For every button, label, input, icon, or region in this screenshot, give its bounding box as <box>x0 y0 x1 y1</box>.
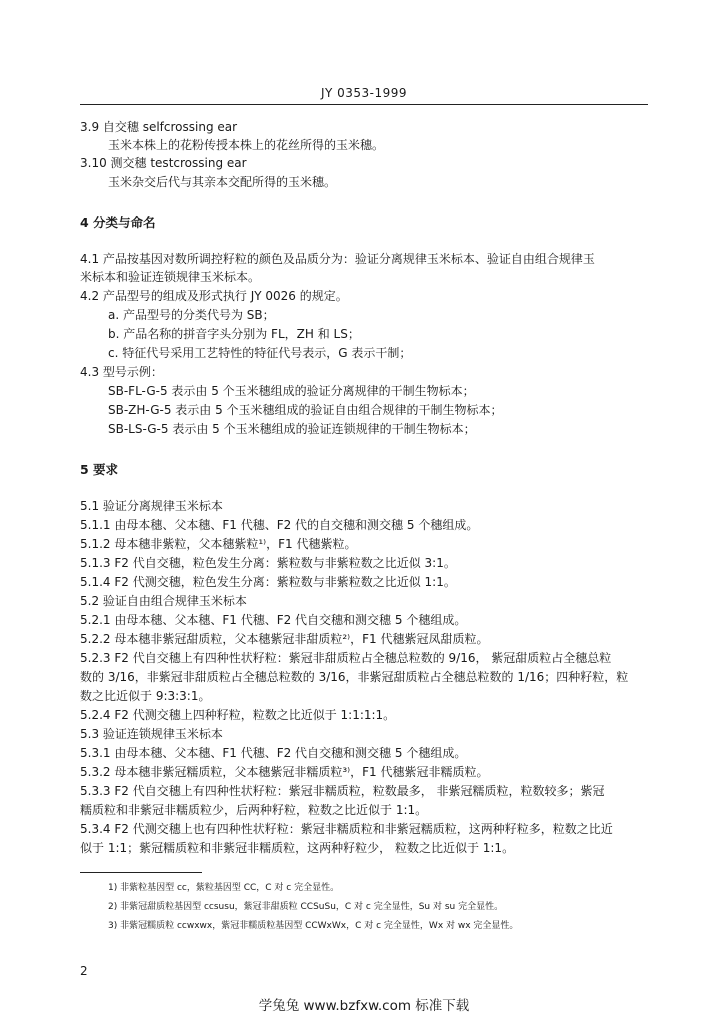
watermark-text: 学兔兔 www.bzfxw.com 标准下载 <box>258 998 470 1014</box>
clause-4-2-b: b. 产品名称的拼音字头分别为 FL，ZH 和 LS； <box>108 327 360 341</box>
clause-5-2-3-line2: 数的 3/16，非紫冠非甜质粒占全穗总粒数的 3/16，非紫冠甜质粒占全穗总粒数的 1/16；四种籽粒，粒 <box>80 670 629 684</box>
clause-3-9-title: 3.9 自交穗 selfcrossing ear <box>80 120 238 134</box>
clause-5-3-4-line1: 5.3.4 F2 代测交穗上也有四种性状籽粒：紫冠非糯质粒和非紫冠糯质粒，这两种籽粒多，粒数之比近 <box>80 822 613 836</box>
clause-5-1-4: 5.1.4 F2 代测交穗，粒色发生分离：紫粒数与非紫粒数之比近似 1:1。 <box>80 575 456 589</box>
model-example-ls: SB-LS-G-5 表示由 5 个玉米穗组成的验证连锁规律的干制生物标本； <box>108 422 476 436</box>
footnote-rule <box>80 872 202 873</box>
clause-5-1: 5.1 验证分离规律玉米标本 <box>80 499 223 513</box>
clause-5-3: 5.3 验证连锁规律玉米标本 <box>80 727 223 741</box>
clause-5-2-1: 5.2.1 由母本穗、父本穗、F1 代穗、F2 代自交穗和测交穗 5 个穗组成。 <box>80 613 467 627</box>
clause-3-10-definition: 玉米杂交后代与其亲本交配所得的玉米穗。 <box>108 175 337 189</box>
header-rule <box>80 104 648 105</box>
clause-5-3-1: 5.3.1 由母本穗、父本穗、F1 代穗、F2 代自交穗和测交穗 5 个穗组成。 <box>80 746 467 760</box>
model-example-fl: SB-FL-G-5 表示由 5 个玉米穗组成的验证分离规律的干制生物标本； <box>108 384 475 398</box>
clause-5-2-3-line3: 数之比近似于 9:3:3:1。 <box>80 689 211 703</box>
footnote-1: 1) 非紫粒基因型 cc，紫粒基因型 CC，C 对 c 完全显性。 <box>108 883 340 893</box>
clause-3-10-title: 3.10 测交穗 testcrossing ear <box>80 156 247 170</box>
footnote-3: 3) 非紫冠糯质粒 ccwxwx，紫冠非糯质粒基因型 CCWxWx，C 对 c 完全显性，Wx 对 wx 完全显性。 <box>108 921 519 931</box>
standard-code-header: JY 0353-1999 <box>320 86 408 100</box>
section-5-heading: 5 要求 <box>80 462 119 477</box>
clause-3-9-definition: 玉米本株上的花粉传授本株上的花丝所得的玉米穗。 <box>108 138 385 152</box>
clause-4-1-line1: 4.1 产品按基因对数所调控籽粒的颜色及品质分为：验证分离规律玉米标本、验证自由组合规律玉 <box>80 252 595 266</box>
section-4-heading: 4 分类与命名 <box>80 215 156 230</box>
clause-5-1-1: 5.1.1 由母本穗、父本穗、F1 代穗、F2 代的自交穗和测交穗 5 个穗组成。 <box>80 518 479 532</box>
clause-5-1-2: 5.1.2 母本穗非紫粒，父本穗紫粒¹⁾，F1 代穗紫粒。 <box>80 537 357 551</box>
clause-4-2-c: c. 特征代号采用工艺特性的特征代号表示，G 表示干制； <box>108 346 412 360</box>
page-number: 2 <box>80 964 88 978</box>
clause-5-1-3: 5.1.3 F2 代自交穗，粒色发生分离：紫粒数与非紫粒数之比近似 3:1。 <box>80 556 456 570</box>
clause-5-2-3-line1: 5.2.3 F2 代自交穗上有四种性状籽粒：紫冠非甜质粒占全穗总粒数的 9/16， 紫冠甜质粒占全穗总粒 <box>80 651 612 665</box>
clause-4-3: 4.3 型号示例： <box>80 365 163 379</box>
clause-5-3-3-line1: 5.3.3 F2 代自交穗上有四种性状籽粒：紫冠非糯质粒，粒数最多， 非紫冠糯质粒，粒数较多；紫冠 <box>80 784 605 798</box>
clause-5-2-4: 5.2.4 F2 代测交穗上四种籽粒，粒数之比近似于 1:1:1:1。 <box>80 708 396 722</box>
clause-4-2: 4.2 产品型号的组成及形式执行 JY 0026 的规定。 <box>80 289 348 303</box>
clause-5-2-2: 5.2.2 母本穗非紫冠甜质粒，父本穗紫冠非甜质粒²⁾，F1 代穗紫冠凤甜质粒。 <box>80 632 489 646</box>
clause-4-2-a: a. 产品型号的分类代号为 SB； <box>108 308 275 322</box>
clause-5-3-3-line2: 糯质粒和非紫冠非糯质粒少，后两种籽粒，粒数之比近似于 1:1。 <box>80 803 428 817</box>
clause-5-3-2: 5.3.2 母本穗非紫冠糯质粒，父本穗紫冠非糯质粒³⁾，F1 代穗紫冠非糯质粒。 <box>80 765 489 779</box>
footnote-2: 2) 非紫冠甜质粒基因型 ccsusu，紫冠非甜质粒 CCSuSu，C 对 c 完全显性，Su 对 su 完全显性。 <box>108 902 504 912</box>
clause-5-2: 5.2 验证自由组合规律玉米标本 <box>80 594 247 608</box>
clause-5-3-4-line2: 似于 1:1；紫冠糯质粒和非紫冠非糯质粒，这两种籽粒少， 粒数之比近似于 1:1。 <box>80 841 515 855</box>
clause-4-1-line2: 米标本和验证连锁规律玉米标本。 <box>80 270 261 284</box>
model-example-zh: SB-ZH-G-5 表示由 5 个玉米穗组成的验证自由组合规律的干制生物标本； <box>108 403 503 417</box>
